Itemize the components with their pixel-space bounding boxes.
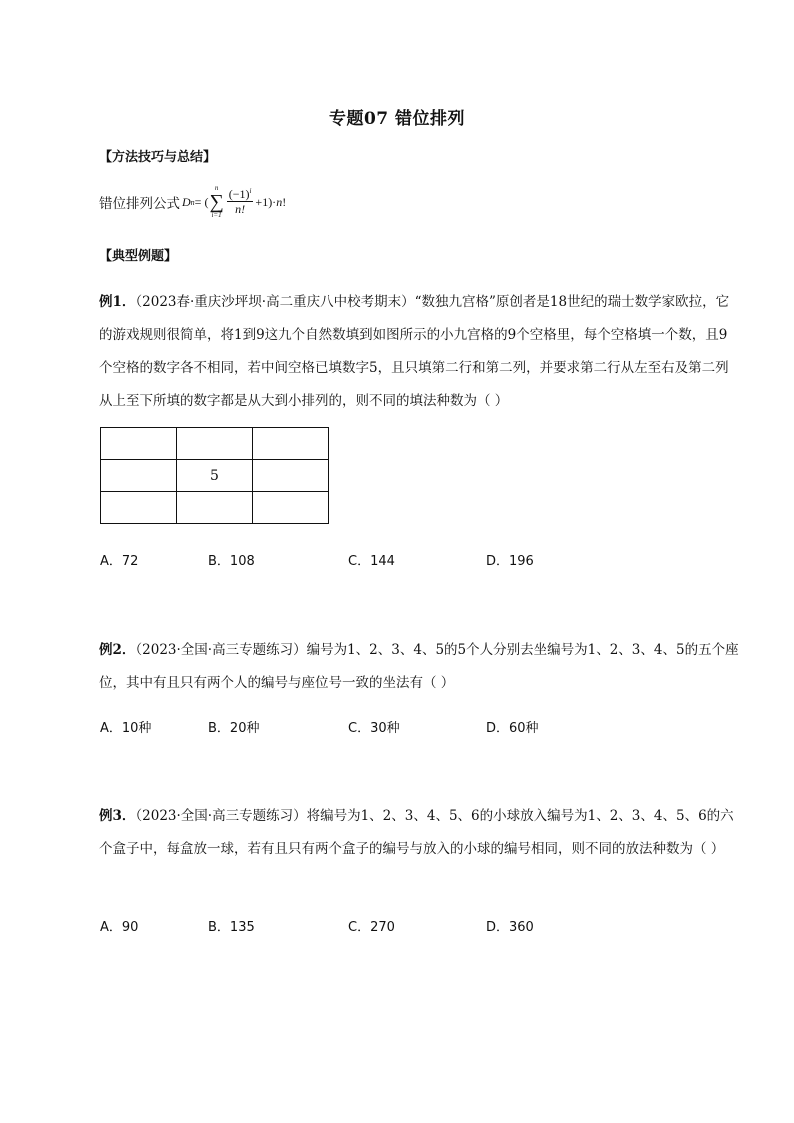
example-2-label: 例2． bbox=[99, 642, 136, 658]
option-b[interactable]: B．135 bbox=[208, 920, 255, 935]
grid-cell bbox=[253, 460, 329, 492]
option-a[interactable]: A．90 bbox=[100, 920, 139, 935]
grid-cell bbox=[101, 492, 177, 524]
formula-tail: +1)· bbox=[255, 194, 277, 209]
formula-prefix: 错位排列公式 bbox=[99, 196, 180, 212]
derangement-formula bbox=[182, 185, 286, 219]
grid-cell-center: 5 bbox=[177, 460, 253, 492]
grid-cell bbox=[177, 428, 253, 460]
method-section-heading: 【方法技巧与总结】 bbox=[99, 150, 217, 165]
derangement-formula-line bbox=[99, 180, 286, 224]
example-1-label: 例1． bbox=[99, 294, 136, 310]
formula-tail-factorial: ! bbox=[282, 194, 287, 209]
formula-lhs-subscript: n bbox=[190, 197, 195, 207]
example-2-question bbox=[99, 634, 739, 700]
option-b[interactable]: B．20种 bbox=[208, 721, 260, 736]
sum-upper-limit: n bbox=[214, 184, 219, 192]
grid-cell bbox=[253, 492, 329, 524]
numerator-base: (−1) bbox=[228, 186, 250, 201]
fraction-numerator bbox=[227, 187, 254, 202]
option-c[interactable]: C．144 bbox=[348, 554, 395, 569]
option-d[interactable]: D．196 bbox=[486, 554, 534, 569]
option-a[interactable]: A．10种 bbox=[100, 721, 152, 736]
sum-lower-limit: i=1 bbox=[211, 211, 222, 219]
page-title: 专题07 错位排列 bbox=[328, 109, 466, 129]
example-2-text: （2023·全国·高三专题练习）编号为1、2、3、4、5的5个人分别去坐编号为1、2、3、4、5的五个座位，其中有且只有两个人的编号与座位号一致的坐法有（ ） bbox=[99, 642, 739, 691]
sudoku-grid bbox=[100, 427, 329, 524]
option-d[interactable]: D．360 bbox=[486, 920, 534, 935]
option-c[interactable]: C．270 bbox=[348, 920, 395, 935]
grid-cell bbox=[101, 428, 177, 460]
grid-cell bbox=[177, 492, 253, 524]
grid-cell bbox=[253, 428, 329, 460]
formula-lhs: D bbox=[182, 194, 191, 209]
formula-equals: = ( bbox=[194, 194, 209, 209]
examples-section-heading: 【典型例题】 bbox=[99, 249, 178, 264]
formula-tail-n: n bbox=[276, 194, 283, 209]
summation-symbol bbox=[209, 185, 223, 219]
grid-cell bbox=[101, 460, 177, 492]
option-c[interactable]: C．30种 bbox=[348, 721, 400, 736]
example-3-label: 例3． bbox=[99, 808, 136, 824]
option-b[interactable]: B．108 bbox=[208, 554, 255, 569]
example-1-text: （2023春·重庆沙坪坝·高二重庆八中校考期末）“数独九宫格”原创者是18世纪的瑞士数学家欧拉，它的游戏规则很简单，将1到9这九个自然数填到如图所示的小九宫格的9个空格里，每个空格填一个数，且9个空格的数字各不相同，若中间空格已填数字5，且只填第二行和第二列，并要求第二行从左至右及第二列从上至下所填的数字都是从大到小排列的，则不同的填法种数为（ ） bbox=[99, 294, 730, 409]
example-3-text: （2023·全国·高三专题练习）将编号为1、2、3、4、5、6的小球放入编号为1、2、3、4、5、6的六个盒子中，每盒放一球，若有且只有两个盒子的编号与放入的小球的编号相同，则不同的放法种数为（ ） bbox=[99, 808, 734, 857]
example-3-question bbox=[99, 800, 739, 866]
sigma-glyph: ∑ bbox=[209, 191, 224, 213]
formula-fraction bbox=[227, 187, 254, 218]
numerator-exponent: i bbox=[249, 186, 252, 195]
fraction-denominator: n! bbox=[235, 201, 246, 216]
option-d[interactable]: D．60种 bbox=[486, 721, 539, 736]
option-a[interactable]: A．72 bbox=[100, 554, 139, 569]
example-1-question bbox=[99, 286, 739, 418]
